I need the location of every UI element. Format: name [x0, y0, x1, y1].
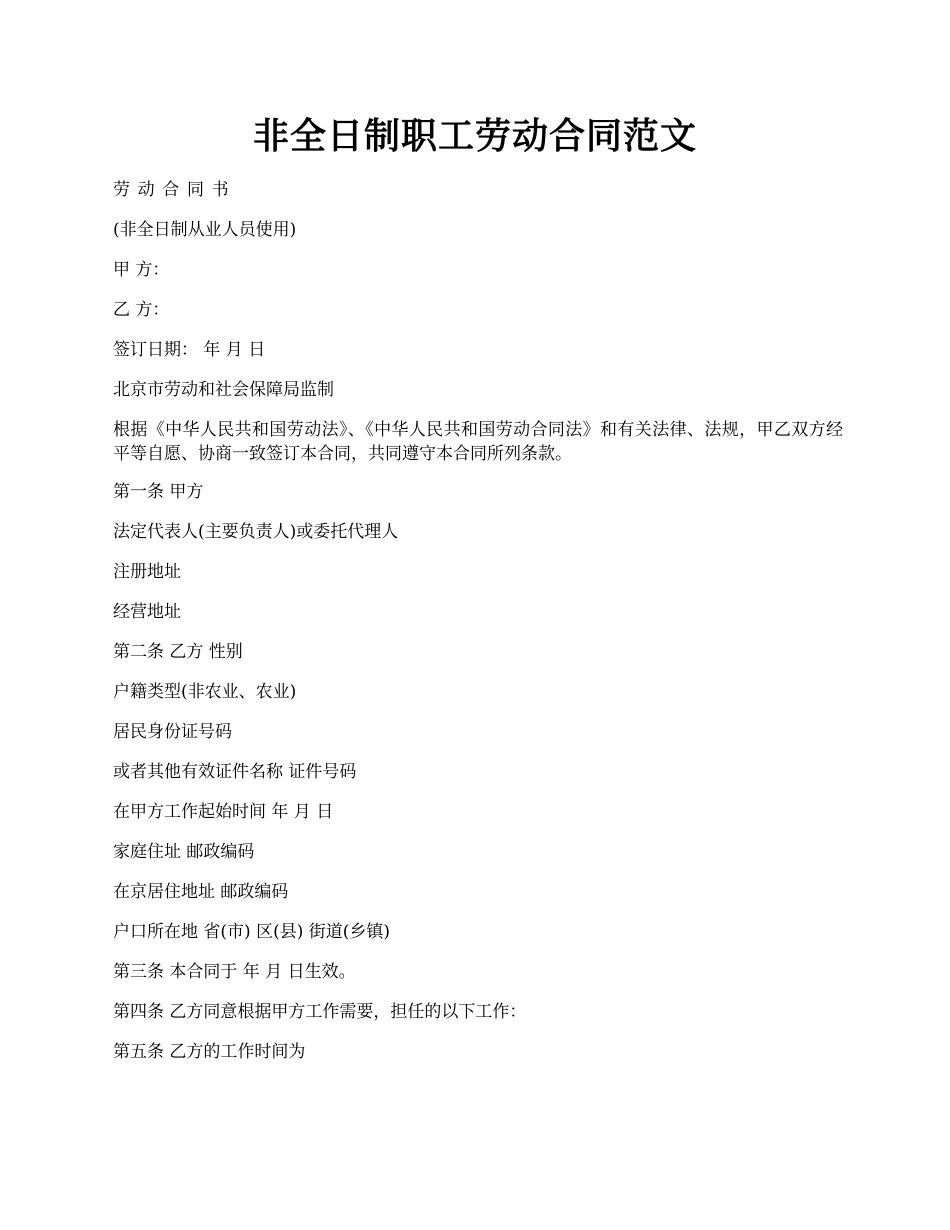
contract-heading: 劳动合同书 [113, 180, 237, 200]
article-5: 第五条 乙方的工作时间为 [113, 1042, 306, 1062]
household-type-line: 户籍类型(非农业、农业) [113, 682, 297, 702]
beijing-address-line: 在京居住地址 邮政编码 [113, 882, 289, 902]
document-body [113, 178, 843, 1080]
legal-representative-line: 法定代表人(主要负责人)或委托代理人 [113, 522, 399, 542]
hukou-location-line: 户口所在地 省(市) 区(县) 街道(乡镇) [113, 922, 391, 942]
signing-date-line: 签订日期： 年 月 日 [113, 340, 266, 360]
start-date-line: 在甲方工作起始时间 年 月 日 [113, 802, 334, 822]
business-address-line: 经营地址 [113, 602, 181, 622]
other-id-line: 或者其他有效证件名称 证件号码 [113, 762, 357, 782]
article-2: 第二条 乙方 性别 [113, 642, 243, 662]
party-a-line: 甲 方： [113, 260, 170, 280]
preamble-paragraph: 根据《中华人民共和国劳动法》、《中华人民共和国劳动合同法》和有关法律、法规，甲乙双方经平等自愿、协商一致签订本合同，共同遵守本合同所列条款。 [113, 420, 843, 464]
article-1: 第一条 甲方 [113, 482, 204, 502]
article-4: 第四条 乙方同意根据甲方工作需要，担任的以下工作： [113, 1002, 527, 1022]
party-b-line: 乙 方： [113, 300, 170, 320]
document-title: 非全日制职工劳动合同范文 [252, 115, 697, 157]
registered-address-line: 注册地址 [113, 562, 181, 582]
supervisor-line: 北京市劳动和社会保障局监制 [113, 380, 334, 400]
article-3: 第三条 本合同于 年 月 日生效。 [113, 962, 356, 982]
home-address-line: 家庭住址 邮政编码 [113, 842, 255, 862]
usage-note: (非全日制从业人员使用) [113, 220, 297, 240]
id-number-line: 居民身份证号码 [113, 722, 232, 742]
